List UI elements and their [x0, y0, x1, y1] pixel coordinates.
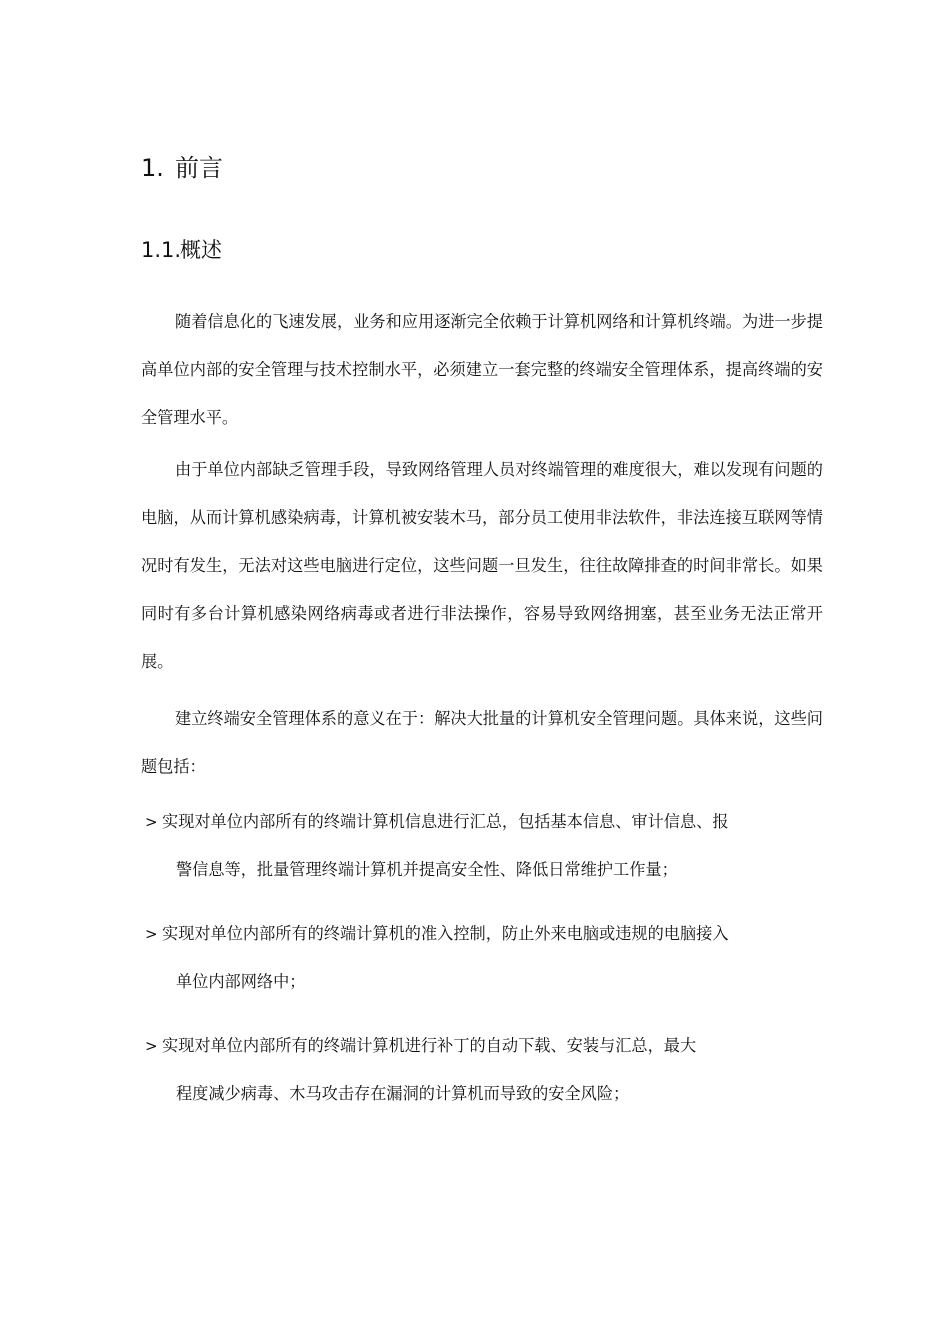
paragraph: 由于单位内部缺乏管理手段，导致网络管理人员对终端管理的难度很大，难以发现有问题的电脑，从而计算机感染病毒，计算机被安装木马，部分员工使用非法软件，非法连接互联网等情况时有发生，无法对这些电脑进行定位，这些问题一旦发生，往往故障排查的时间非常长。如果同时有多台计算机感染网络病毒或者进行非法操作，容易导致网络拥塞，甚至业务无法正常开展。: [141, 460, 823, 671]
bullet-text: [162, 1022, 825, 1118]
bullet-item: [145, 910, 825, 1006]
subsection-number: 1.1.: [141, 238, 182, 262]
section-number: 1.: [141, 154, 164, 182]
bullet-item: [145, 1022, 825, 1118]
paragraph: 随着信息化的飞速发展，业务和应用逐渐完全依赖于计算机网络和计算机终端。为进一步提高单位内部的安全管理与技术控制水平，必须建立一套完整的终端安全管理体系，提高终端的安全管理水平。: [141, 312, 823, 427]
bullet-text: [162, 910, 825, 1006]
paragraph: 建立终端安全管理体系的意义在于：解决大批量的计算机安全管理问题。具体来说，这些问题包括：: [141, 709, 823, 776]
bullet-line: 单位内部网络中；: [176, 972, 306, 991]
bullet-line: 程度减少病毒、木马攻击存在漏洞的计算机而导致的安全风险；: [176, 1084, 630, 1103]
bullet-marker-icon: >: [145, 813, 158, 831]
section-heading: [141, 150, 223, 186]
section-title: 前言: [175, 154, 223, 182]
bullet-line: 实现对单位内部所有的终端计算机信息进行汇总，包括基本信息、审计信息、报: [162, 812, 729, 831]
bullet-item: [145, 798, 825, 894]
bullet-marker-icon: >: [145, 1037, 158, 1055]
bullet-line: 警信息等，批量管理终端计算机并提高安全性、降低日常维护工作量；: [176, 860, 678, 879]
subsection-title: 概述: [180, 238, 222, 262]
bullet-line: 实现对单位内部所有的终端计算机的准入控制，防止外来电脑或违规的电脑接入: [162, 924, 729, 943]
bullet-marker-icon: >: [145, 925, 158, 943]
bullet-line: 实现对单位内部所有的终端计算机进行补丁的自动下载、安装与汇总，最大: [162, 1036, 697, 1055]
subsection-heading: [141, 234, 222, 266]
bullet-text: [162, 798, 825, 894]
